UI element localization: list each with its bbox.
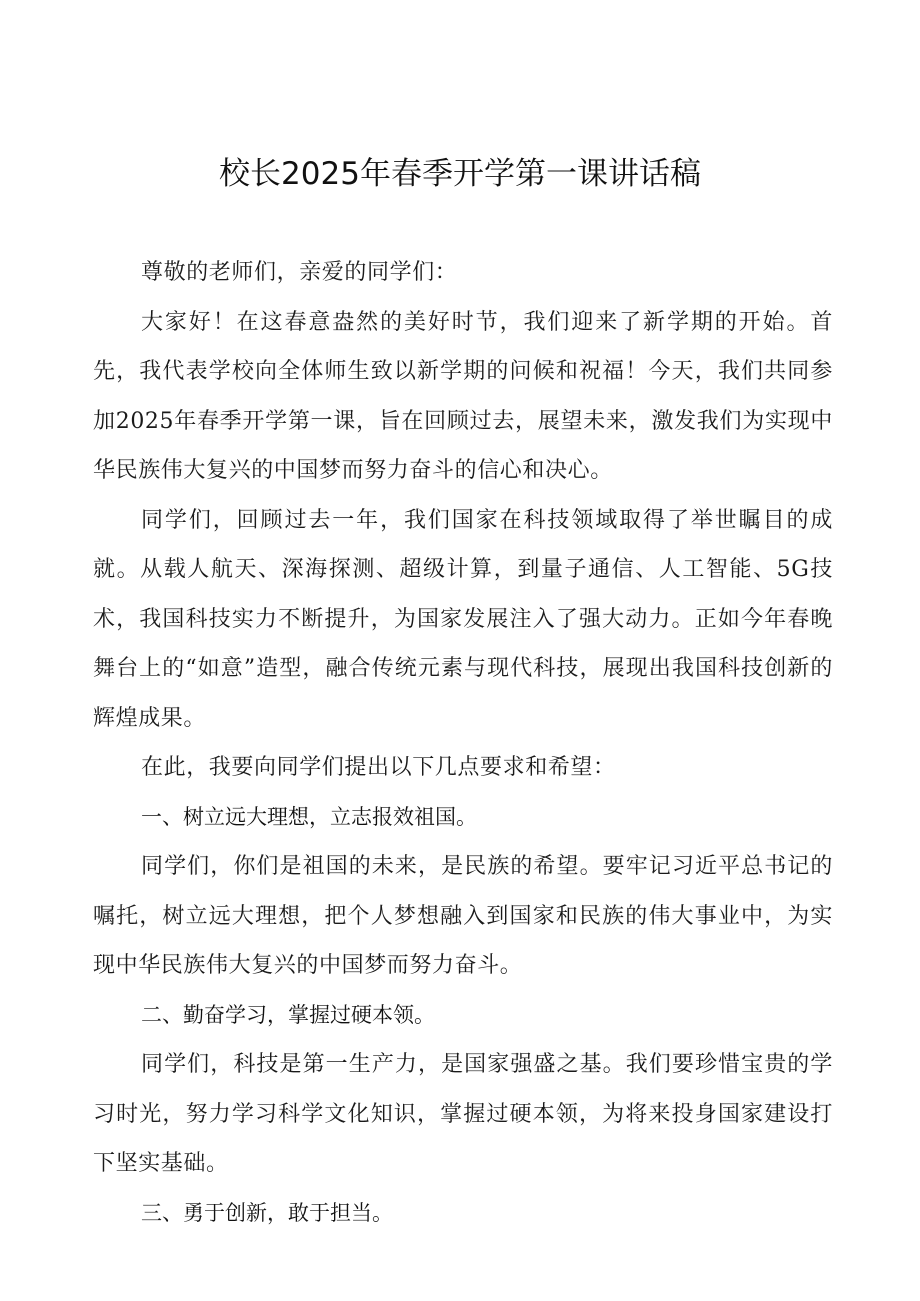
paragraph-review: 同学们，回顾过去一年，我们国家在科技领域取得了举世瞩目的成就。从载人航天、深海探测、超级计算，到量子通信、人工智能、5G技术，我国科技实力不断提升，为国家发展注入了强大动力。正如今年春晚舞台上的“如意”造型，融合传统元素与现代科技，展现出我国科技创新的辉煌成果。 [93,507,833,731]
paragraph-requirements: 在此，我要向同学们提出以下几点要求和希望： [141,755,616,780]
section-heading-1: 一、树立远大理想，立志报效祖国。 [141,804,477,829]
document-body [93,248,833,1238]
section-text-2: 同学们，科技是第一生产力，是国家强盛之基。我们要珍惜宝贵的学习时光，努力学习科学文化知识，掌握过硬本领，为将来投身国家建设打下坚实基础。 [93,1052,833,1176]
paragraph-intro: 大家好！在这春意盎然的美好时节，我们迎来了新学期的开始。首先，我代表学校向全体师生致以新学期的问候和祝福！今天，我们共同参加2025年春季开学第一课，旨在回顾过去，展望未来，激发我们为实现中华民族伟大复兴的中国梦而努力奋斗的信心和决心。 [93,309,833,483]
section-text-1: 同学们，你们是祖国的未来，是民族的希望。要牢记习近平总书记的嘱托，树立远大理想，把个人梦想融入到国家和民族的伟大事业中，为实现中华民族伟大复兴的中国梦而努力奋斗。 [93,854,833,978]
section-heading-2: 二、勤奋学习，掌握过硬本领。 [141,1002,435,1027]
document-title: 校长2025年春季开学第一课讲话稿 [219,156,701,192]
section-heading-3: 三、勇于创新，敢于担当。 [141,1200,393,1225]
greeting: 尊敬的老师们，亲爱的同学们： [141,260,458,285]
